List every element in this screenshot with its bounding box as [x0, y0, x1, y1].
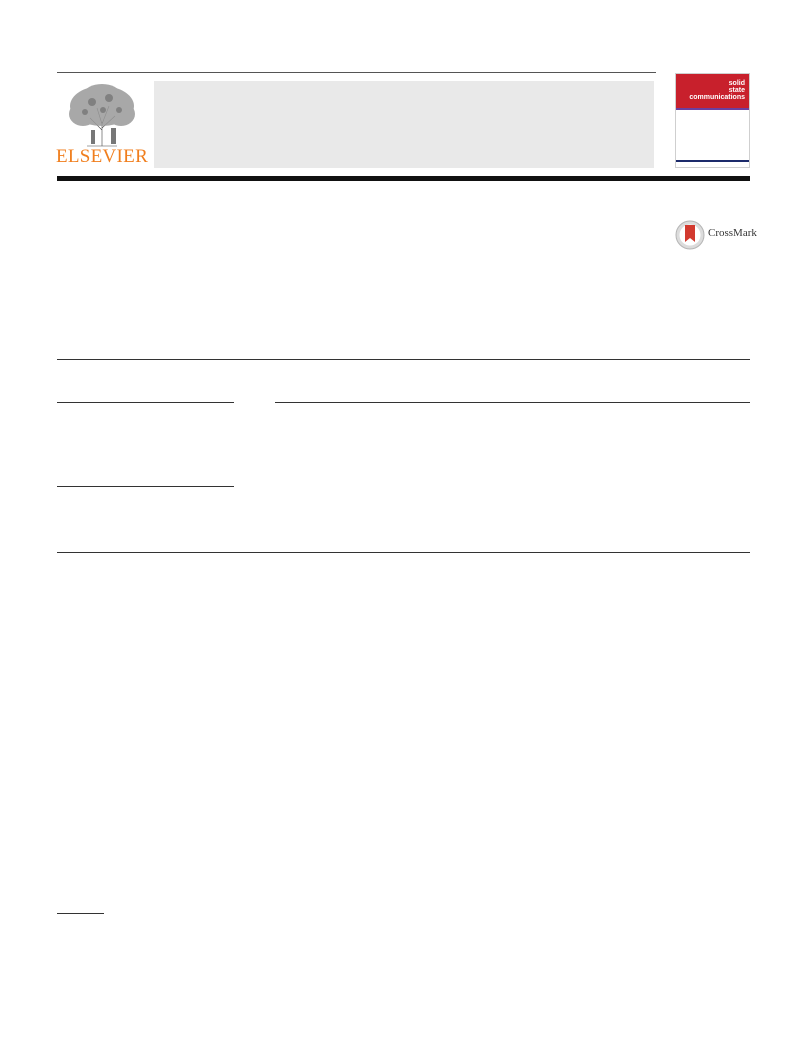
cover-title — [689, 80, 745, 101]
keywords-column-rule — [57, 486, 234, 487]
footnote-rule — [57, 913, 104, 914]
cover-purple-stripe — [676, 108, 749, 110]
article-info-top-rule — [57, 359, 750, 360]
cover-title-line-1: solid — [728, 80, 745, 87]
abstract-column-rule — [275, 402, 750, 403]
journal-header-box — [154, 81, 654, 168]
cover-title-line-2: state — [728, 87, 745, 94]
header-thick-rule — [57, 176, 750, 181]
cover-title-line-3: communications — [689, 94, 745, 101]
article-info-column-rule — [57, 402, 234, 403]
cover-navy-stripe — [676, 160, 749, 162]
crossmark-label[interactable]: CrossMark — [708, 227, 757, 239]
journal-cover-thumbnail — [675, 73, 750, 168]
abstract-bottom-rule — [57, 552, 750, 553]
header-top-rule — [57, 72, 656, 73]
crossmark-icon[interactable] — [675, 220, 705, 250]
elsevier-wordmark: ELSEVIER — [55, 146, 149, 167]
